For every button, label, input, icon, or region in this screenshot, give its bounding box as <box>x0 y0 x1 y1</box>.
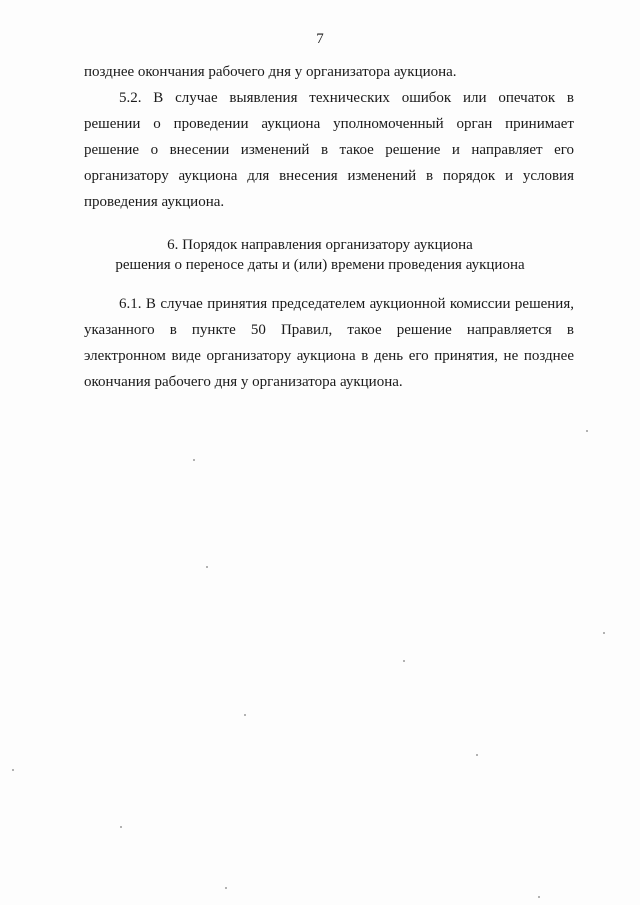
scan-speck <box>206 566 208 568</box>
paragraph-5-2 <box>84 85 574 215</box>
paragraph-line: электронном виде организатору аукциона в день его принятия, не позднее <box>84 348 574 364</box>
scan-speck <box>538 896 540 898</box>
scan-speck <box>12 769 14 771</box>
scan-speck <box>244 714 246 716</box>
paragraph-line: решение о внесении изменений в такое решение и направляет его <box>84 142 574 158</box>
paragraph-6-1 <box>84 291 574 395</box>
scan-speck <box>225 887 227 889</box>
scan-speck <box>603 632 605 634</box>
section-title-line-2: решения о переносе даты и (или) времени проведения аукциона <box>115 257 525 273</box>
scan-speck <box>586 430 588 432</box>
section-title-line-1: 6. Порядок направления организатору аукциона <box>167 237 473 253</box>
paragraph-line: организатору аукциона для внесения изменений в порядок и условия <box>84 168 574 184</box>
page-number: 7 <box>316 31 324 47</box>
paragraph-line: 6.1. В случае принятия председателем аукционной комиссии решения, <box>119 296 574 312</box>
paragraph-line: проведения аукциона. <box>84 194 225 210</box>
continuation-paragraph <box>84 59 574 85</box>
scan-speck <box>476 754 478 756</box>
paragraph-line: решении о проведении аукциона уполномоченный орган принимает <box>84 116 574 132</box>
scan-speck <box>403 660 405 662</box>
scan-speck <box>193 459 195 461</box>
paragraph-line: окончания рабочего дня у организатора аукциона. <box>84 374 403 390</box>
paragraph-line: позднее окончания рабочего дня у организатора аукциона. <box>84 64 457 80</box>
scan-speck <box>120 826 122 828</box>
paragraph-line: указанного в пункте 50 Правил, такое решение направляется в <box>84 322 574 338</box>
section-6-heading <box>0 235 640 275</box>
paragraph-line: 5.2. В случае выявления технических ошибок или опечаток в <box>119 90 574 106</box>
